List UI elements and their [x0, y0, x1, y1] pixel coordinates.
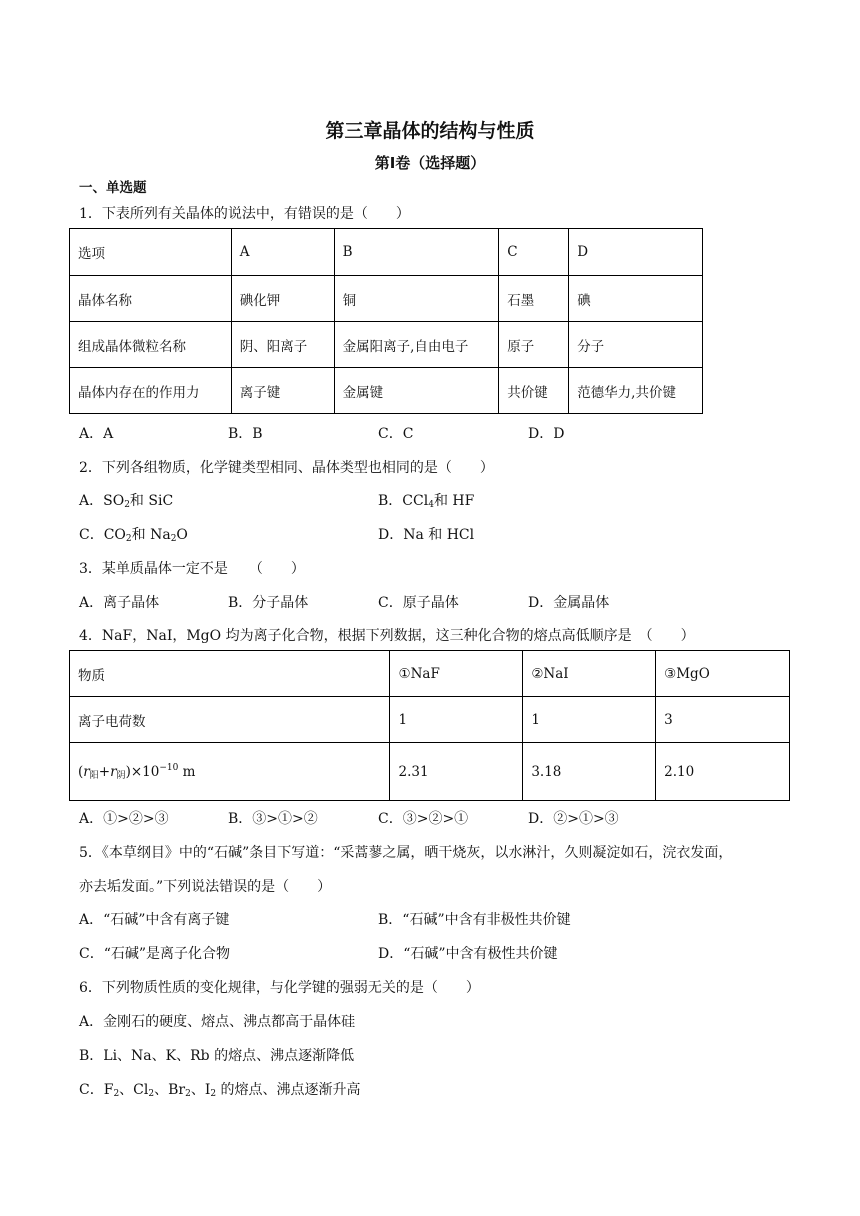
subscript: 2 — [125, 534, 132, 544]
subscript: 2 — [113, 1089, 120, 1099]
question-1-table — [69, 228, 703, 414]
question-1-option-b: B．B — [228, 426, 263, 442]
text-span: r — [83, 763, 90, 780]
table-cell: 阴、阳离子 — [231, 322, 334, 368]
subscript: 2 — [185, 1089, 191, 1099]
question-6-option-c — [79, 1079, 361, 1099]
subscript: 2 — [170, 534, 177, 544]
question-1-option-c: C．C — [378, 426, 414, 442]
question-2-option-a — [79, 490, 173, 510]
table-cell: 2.10 — [656, 743, 790, 801]
table-row — [70, 322, 703, 368]
subscript: 2 — [124, 500, 130, 510]
table-cell: 离子键 — [231, 368, 334, 414]
text-span: 和 SiC — [129, 493, 174, 509]
table-cell: A — [231, 229, 334, 276]
question-2-option-d: D．Na 和 HCl — [378, 527, 475, 543]
table-cell: 碘 — [569, 276, 703, 322]
text-span: O — [176, 527, 188, 543]
question-4-table — [69, 650, 790, 801]
question-4-stem: 4．NaF，NaI，MgO 均为离子化合物，根据下列数据，这三种化合物的熔点高低顺序是 （ ） — [79, 628, 695, 644]
table-cell: 碘化钾 — [231, 276, 334, 322]
question-1-option-a: A．A — [79, 426, 114, 442]
table-cell: 晶体名称 — [70, 276, 232, 322]
text-span: C．CO — [79, 527, 126, 543]
table-cell: ①NaF — [390, 651, 523, 697]
table-cell: 范德华力,共价键 — [569, 368, 703, 414]
table-row — [70, 276, 703, 322]
text-span: 和 Na — [131, 527, 171, 543]
question-2-option-c — [79, 524, 188, 544]
section-heading: 一、单选题 — [79, 180, 147, 196]
question-1-stem: 1．下表所列有关晶体的说法中，有错误的是（ ） — [79, 206, 410, 222]
table-cell: ③MgO — [656, 651, 790, 697]
table-cell: 选项 — [70, 229, 232, 276]
superscript: −10 — [159, 762, 179, 773]
text-span: 的熔点、沸点逐渐升高 — [216, 1082, 361, 1098]
table-cell: 3 — [656, 697, 790, 743]
table-cell: B — [334, 229, 499, 276]
table-cell: 2.31 — [390, 743, 523, 801]
table-cell: D — [569, 229, 703, 276]
question-3-stem: 3．某单质晶体一定不是 （ ） — [79, 561, 305, 577]
text-span: m — [178, 763, 196, 780]
text-span: )×10 — [125, 763, 160, 780]
question-1-option-d: D．D — [528, 426, 565, 442]
question-4-option-c: C．③>②>① — [378, 811, 469, 827]
table-cell: 原子 — [499, 322, 569, 368]
subscript: 阴 — [116, 770, 126, 781]
question-4-option-b: B．③>①>② — [228, 811, 318, 827]
text-span: r — [110, 763, 117, 780]
question-6-option-b: B．Li、Na、K、Rb 的熔点、沸点逐渐降低 — [79, 1048, 355, 1064]
text-span: 、Cl — [119, 1082, 149, 1098]
table-row — [70, 743, 790, 801]
subscript: 4 — [428, 500, 434, 510]
question-3-option-a: A．离子晶体 — [79, 595, 160, 611]
subscript: 阳 — [89, 770, 99, 781]
table-cell: 铜 — [334, 276, 499, 322]
table-cell: 1 — [523, 697, 656, 743]
question-4-option-d: D．②>①>③ — [528, 811, 619, 827]
question-6-option-a: A．金刚石的硬度、熔点、沸点都高于晶体硅 — [79, 1014, 356, 1030]
page-title: 第三章晶体的结构与性质 — [325, 120, 535, 142]
table-cell: 晶体内存在的作用力 — [70, 368, 232, 414]
question-5-stem-line-2: 亦去垢发面。”下列说法错误的是（ ） — [79, 879, 332, 895]
table-cell: C — [499, 229, 569, 276]
table-cell: 1 — [390, 697, 523, 743]
table-cell: 金属键 — [334, 368, 499, 414]
table-cell: 分子 — [569, 322, 703, 368]
text-span: + — [98, 763, 111, 780]
question-5-option-d: D．“石碱”中含有极性共价键 — [378, 946, 558, 962]
page-subtitle: 第I卷（选择题） — [374, 154, 486, 172]
table-cell: 组成晶体微粒名称 — [70, 322, 232, 368]
table-row — [70, 368, 703, 414]
question-5-option-c: C．“石碱”是离子化合物 — [79, 946, 231, 962]
table-cell: 离子电荷数 — [70, 697, 390, 743]
question-2-option-b — [378, 490, 474, 510]
table-cell: 物质 — [70, 651, 390, 697]
table-cell: ②NaI — [523, 651, 656, 697]
question-4-option-a: A．①>②>③ — [79, 811, 169, 827]
text-span: 和 HF — [433, 493, 475, 509]
question-6-stem: 6．下列物质性质的变化规律，与化学键的强弱无关的是（ ） — [79, 980, 480, 996]
question-5-option-b: B．“石碱”中含有非极性共价键 — [378, 912, 571, 928]
text-span: A．SO — [79, 493, 125, 509]
question-5-option-a: A．“石碱”中含有离子键 — [79, 912, 230, 928]
text-span: B．CCl — [378, 493, 429, 509]
text-span: 、I — [190, 1082, 211, 1098]
table-row — [70, 651, 790, 697]
subscript: 2 — [148, 1089, 155, 1099]
text-span: C．F — [79, 1082, 114, 1098]
question-3-option-c: C．原子晶体 — [378, 595, 459, 611]
table-row — [70, 697, 790, 743]
table-cell: 石墨 — [499, 276, 569, 322]
text-span: 、Br — [154, 1082, 186, 1098]
table-cell: 共价键 — [499, 368, 569, 414]
question-5-stem-line-1: 5．《本草纲目》中的“石碱”条目下写道：“采蒿蓼之属，晒干烧灰，以水淋汁，久则凝淀如石，浣衣发面， — [79, 845, 733, 861]
table-cell-radius-formula: $(r_阳+r_阴)\times 10^{-10}$ m — [70, 743, 390, 801]
subscript: 2 — [210, 1089, 217, 1099]
table-cell: 金属阳离子,自由电子 — [334, 322, 499, 368]
question-3-option-d: D．金属晶体 — [528, 595, 610, 611]
question-3-option-b: B．分子晶体 — [228, 595, 309, 611]
table-cell: 3.18 — [523, 743, 656, 801]
table-row — [70, 229, 703, 276]
question-2-stem: 2．下列各组物质，化学键类型相同、晶体类型也相同的是（ ） — [79, 460, 494, 476]
